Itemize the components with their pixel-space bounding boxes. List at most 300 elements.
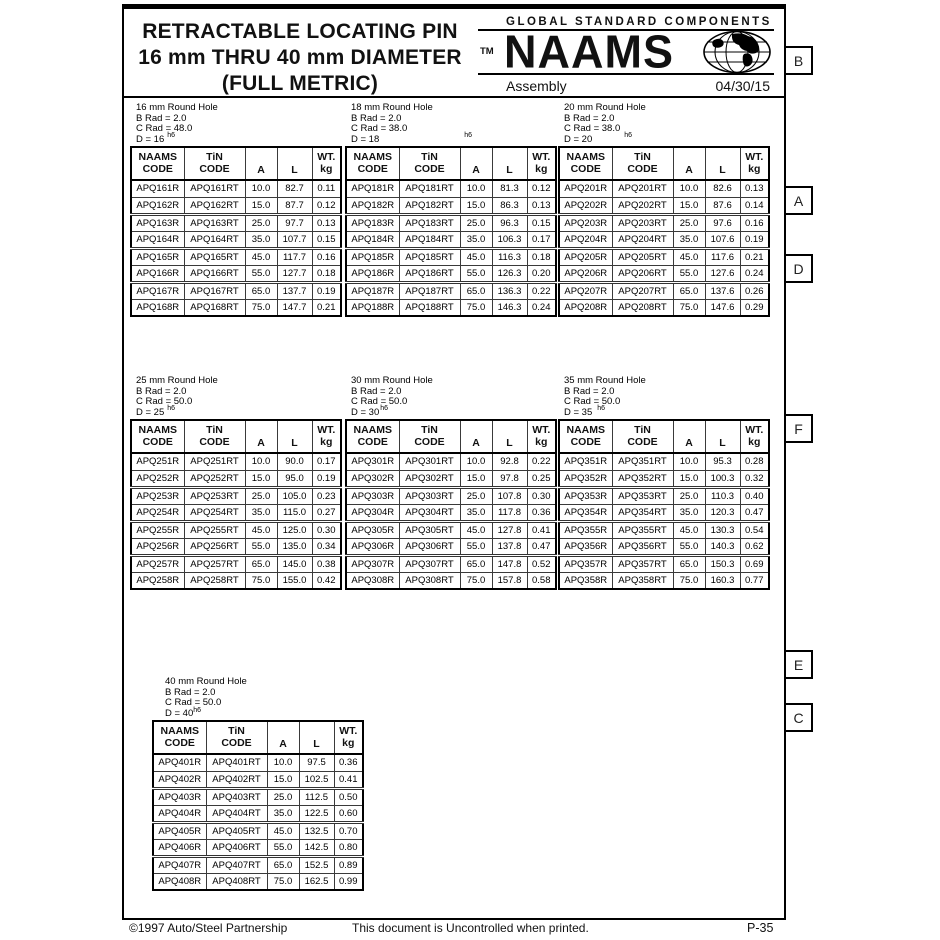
col-header-line: NAAMS [138, 424, 177, 436]
assembly-label: Assembly [506, 78, 567, 94]
col-header-line: NAAMS [160, 725, 199, 737]
tin-code-cell: APQ405RT [206, 822, 267, 839]
wt-cell: 0.21 [312, 299, 341, 316]
l-cell: 122.5 [299, 805, 334, 822]
tin-code-cell: APQ182RT [399, 197, 460, 214]
col-header-line: WT. [745, 424, 764, 436]
l-cell: 95.0 [277, 470, 312, 487]
tin-code-cell: APQ355RT [612, 521, 673, 538]
spec-line-d [351, 132, 557, 146]
spec-table [345, 146, 557, 317]
col-header-line: CODE [142, 162, 173, 175]
col-header [245, 420, 277, 453]
wt-cell: 0.22 [527, 282, 556, 299]
tin-code-cell: APQ354RT [612, 504, 673, 521]
l-cell: 96.3 [492, 214, 527, 231]
l-cell: 137.6 [705, 282, 740, 299]
naams-logo-block [476, 9, 784, 96]
col-header-line: CODE [221, 736, 252, 749]
col-header-line: WT. [339, 725, 358, 737]
spec-line: B Rad = 2.0 [564, 385, 615, 397]
tin-code-cell: APQ184RT [399, 231, 460, 248]
naams-code-cell: APQ188R [346, 299, 399, 316]
wt-cell: 0.24 [527, 299, 556, 316]
l-cell: 160.3 [705, 572, 740, 589]
table-row [559, 521, 769, 538]
a-cell: 65.0 [673, 282, 705, 299]
l-cell: 125.0 [277, 521, 312, 538]
a-cell: 55.0 [245, 538, 277, 555]
header-row [559, 147, 769, 180]
col-header-line: L [719, 436, 726, 449]
wt-cell: 0.32 [740, 470, 769, 487]
table-row [131, 572, 341, 589]
table-row [559, 180, 769, 197]
a-cell: 75.0 [245, 572, 277, 589]
tin-code-cell: APQ403RT [206, 788, 267, 805]
tin-code-cell: APQ257RT [184, 555, 245, 572]
l-cell: 132.5 [299, 822, 334, 839]
l-cell: 110.3 [705, 487, 740, 504]
col-header [346, 420, 399, 453]
table-row [559, 538, 769, 555]
naams-code-cell: APQ183R [346, 214, 399, 231]
tin-code-cell: APQ162RT [184, 197, 245, 214]
spec-table [558, 419, 770, 590]
table-row [131, 538, 341, 555]
a-cell: 35.0 [245, 504, 277, 521]
table-body [131, 180, 341, 316]
d-tolerance: h6 [167, 132, 176, 140]
d-value: D = 30 [351, 406, 380, 418]
table-row [346, 197, 556, 214]
col-header-line: CODE [414, 162, 445, 175]
naams-code-cell: APQ164R [131, 231, 184, 248]
tin-code-cell: APQ303RT [399, 487, 460, 504]
table-row [153, 839, 363, 856]
d-tolerance: h6 [167, 405, 176, 413]
d-value: D = 20 [564, 133, 593, 145]
wt-cell: 0.54 [740, 521, 769, 538]
a-cell: 15.0 [267, 771, 299, 788]
table-row [346, 538, 556, 555]
table-row [131, 504, 341, 521]
d-value: D = 25 [136, 406, 165, 418]
col-header [267, 721, 299, 754]
l-cell: 137.8 [492, 538, 527, 555]
tin-code-cell: APQ187RT [399, 282, 460, 299]
a-cell: 25.0 [460, 487, 492, 504]
spec-line: C Rad = 38.0 [351, 123, 408, 134]
table-head [131, 420, 341, 453]
col-header-line: WT. [317, 424, 336, 436]
wt-cell: 0.20 [527, 265, 556, 282]
table-head [153, 721, 363, 754]
d-tolerance: h6 [193, 706, 202, 714]
col-header-line: NAAMS [353, 424, 392, 436]
wt-cell: 0.17 [312, 453, 341, 470]
spec-table [130, 146, 342, 317]
wt-cell: 0.16 [312, 248, 341, 265]
table-title: 16 mm Round Hole [136, 102, 218, 113]
l-cell: 87.7 [277, 197, 312, 214]
l-cell: 102.5 [299, 771, 334, 788]
l-cell: 127.6 [705, 265, 740, 282]
a-cell: 10.0 [673, 453, 705, 470]
naams-code-cell: APQ301R [346, 453, 399, 470]
footer-copyright: ©1997 Auto/Steel Partnership [129, 921, 288, 935]
naams-code-cell: APQ351R [559, 453, 612, 470]
table-info [558, 376, 770, 418]
tin-code-cell: APQ353RT [612, 487, 673, 504]
col-header-line: A [472, 436, 480, 449]
col-header [559, 420, 612, 453]
spec-line: C Rad = 48.0 [136, 123, 193, 134]
col-header-line: L [719, 163, 726, 176]
a-cell: 25.0 [267, 788, 299, 805]
tin-code-cell: APQ181RT [399, 180, 460, 197]
side-label-d: D [784, 254, 813, 283]
tin-code-cell: APQ202RT [612, 197, 673, 214]
tin-code-cell: APQ352RT [612, 470, 673, 487]
d-tolerance: h6 [597, 405, 606, 413]
a-cell: 10.0 [460, 453, 492, 470]
table-group-5 [345, 376, 557, 590]
naams-code-cell: APQ168R [131, 299, 184, 316]
a-cell: 35.0 [460, 504, 492, 521]
l-cell: 95.3 [705, 453, 740, 470]
naams-code-cell: APQ408R [153, 873, 206, 890]
l-cell: 81.3 [492, 180, 527, 197]
naams-code-cell: APQ357R [559, 555, 612, 572]
trademark-mark: TM [480, 46, 494, 57]
col-header [705, 420, 740, 453]
col-header [460, 147, 492, 180]
spec-line: C Rad = 50.0 [351, 396, 408, 407]
col-header-line: CODE [414, 435, 445, 448]
col-header [705, 147, 740, 180]
header-row [346, 147, 556, 180]
col-header [740, 147, 769, 180]
wt-cell: 0.89 [334, 856, 363, 873]
col-header-line: TiN [634, 151, 651, 163]
tin-code-cell: APQ208RT [612, 299, 673, 316]
naams-code-cell: APQ355R [559, 521, 612, 538]
table-row [346, 453, 556, 470]
l-cell: 107.6 [705, 231, 740, 248]
col-header-line: L [291, 436, 298, 449]
table-body [559, 453, 769, 589]
page-header [124, 9, 784, 98]
naams-code-cell: APQ186R [346, 265, 399, 282]
table-title: 30 mm Round Hole [351, 375, 433, 386]
table-row [131, 299, 341, 316]
a-cell: 75.0 [267, 873, 299, 890]
l-cell: 117.6 [705, 248, 740, 265]
table-row [153, 873, 363, 890]
wt-cell: 0.47 [527, 538, 556, 555]
wt-cell: 0.34 [312, 538, 341, 555]
l-cell: 155.0 [277, 572, 312, 589]
spec-line-d [136, 405, 342, 419]
table-group-2 [345, 103, 557, 317]
a-cell: 15.0 [460, 470, 492, 487]
a-cell: 65.0 [673, 555, 705, 572]
col-header [399, 420, 460, 453]
tin-code-cell: APQ402RT [206, 771, 267, 788]
spec-line: B Rad = 2.0 [351, 112, 402, 124]
tin-code-cell: APQ356RT [612, 538, 673, 555]
naams-code-cell: APQ303R [346, 487, 399, 504]
tin-code-cell: APQ256RT [184, 538, 245, 555]
col-header [460, 420, 492, 453]
l-cell: 82.6 [705, 180, 740, 197]
spec-line-d [136, 132, 342, 146]
d-tolerance: h6 [464, 132, 473, 140]
l-cell: 152.5 [299, 856, 334, 873]
col-header-line: kg [342, 736, 355, 749]
table-row [131, 265, 341, 282]
wt-cell: 0.13 [312, 214, 341, 231]
table-row [559, 299, 769, 316]
table-group-4 [130, 376, 342, 590]
col-header-line: A [685, 436, 693, 449]
a-cell: 35.0 [267, 805, 299, 822]
col-header-line: L [506, 436, 513, 449]
globe-icon [702, 30, 772, 74]
tin-code-cell: APQ201RT [612, 180, 673, 197]
footer-notice: This document is Uncontrolled when printed. [352, 921, 589, 935]
wt-cell: 0.22 [527, 453, 556, 470]
naams-code-cell: APQ201R [559, 180, 612, 197]
tin-code-cell: APQ167RT [184, 282, 245, 299]
tin-code-cell: APQ408RT [206, 873, 267, 890]
naams-code-cell: APQ166R [131, 265, 184, 282]
table-row [346, 248, 556, 265]
naams-code-cell: APQ253R [131, 487, 184, 504]
table-row [153, 771, 363, 788]
col-header-line: L [291, 163, 298, 176]
table-row [346, 299, 556, 316]
table-row [559, 470, 769, 487]
wt-cell: 0.16 [740, 214, 769, 231]
col-header-line: CODE [570, 162, 601, 175]
table-row [346, 265, 556, 282]
table-row [153, 788, 363, 805]
col-header-line: kg [535, 162, 548, 175]
table-row [559, 504, 769, 521]
wt-cell: 0.19 [740, 231, 769, 248]
a-cell: 55.0 [673, 265, 705, 282]
table-head [559, 147, 769, 180]
table-body [559, 180, 769, 316]
table-info [152, 677, 364, 719]
tin-code-cell: APQ307RT [399, 555, 460, 572]
col-header-line: CODE [627, 435, 658, 448]
naams-code-cell: APQ203R [559, 214, 612, 231]
table-row [153, 856, 363, 873]
title-line-1: RETRACTABLE LOCATING PIN [142, 20, 458, 43]
wt-cell: 0.52 [527, 555, 556, 572]
naams-code-cell: APQ208R [559, 299, 612, 316]
naams-code-cell: APQ255R [131, 521, 184, 538]
col-header-line: A [257, 163, 265, 176]
tin-code-cell: APQ185RT [399, 248, 460, 265]
tin-code-cell: APQ203RT [612, 214, 673, 231]
col-header-line: kg [535, 435, 548, 448]
table-row [153, 754, 363, 771]
spec-line: B Rad = 2.0 [564, 112, 615, 124]
table-body [153, 754, 363, 890]
wt-cell: 0.17 [527, 231, 556, 248]
spec-table [558, 146, 770, 317]
tin-code-cell: APQ251RT [184, 453, 245, 470]
wt-cell: 0.60 [334, 805, 363, 822]
col-header [612, 420, 673, 453]
wt-cell: 0.30 [527, 487, 556, 504]
naams-code-cell: APQ163R [131, 214, 184, 231]
l-cell: 157.8 [492, 572, 527, 589]
naams-code-cell: APQ354R [559, 504, 612, 521]
wt-cell: 0.28 [740, 453, 769, 470]
l-cell: 140.3 [705, 538, 740, 555]
a-cell: 10.0 [245, 180, 277, 197]
l-cell: 147.7 [277, 299, 312, 316]
naams-code-cell: APQ254R [131, 504, 184, 521]
wt-cell: 0.50 [334, 788, 363, 805]
col-header-line: A [472, 163, 480, 176]
table-row [346, 282, 556, 299]
a-cell: 65.0 [460, 555, 492, 572]
a-cell: 75.0 [460, 572, 492, 589]
col-header-line: NAAMS [353, 151, 392, 163]
col-header-line: WT. [317, 151, 336, 163]
a-cell: 35.0 [673, 504, 705, 521]
spec-line: B Rad = 2.0 [351, 385, 402, 397]
l-cell: 97.6 [705, 214, 740, 231]
header-row [346, 420, 556, 453]
table-row [131, 453, 341, 470]
table-row [131, 282, 341, 299]
side-label-f: F [784, 414, 813, 443]
a-cell: 25.0 [245, 214, 277, 231]
tin-code-cell: APQ351RT [612, 453, 673, 470]
table-row [559, 572, 769, 589]
tin-code-cell: APQ186RT [399, 265, 460, 282]
naams-code-cell: APQ257R [131, 555, 184, 572]
table-row [346, 572, 556, 589]
wt-cell: 0.19 [312, 282, 341, 299]
naams-code-cell: APQ162R [131, 197, 184, 214]
col-header-line: TiN [206, 151, 223, 163]
tin-code-cell: APQ301RT [399, 453, 460, 470]
wt-cell: 0.62 [740, 538, 769, 555]
col-header-line: CODE [164, 736, 195, 749]
col-header [131, 147, 184, 180]
l-cell: 142.5 [299, 839, 334, 856]
l-cell: 135.0 [277, 538, 312, 555]
tin-code-cell: APQ168RT [184, 299, 245, 316]
d-value: D = 18 [351, 133, 380, 145]
table-row [346, 504, 556, 521]
naams-code-cell: APQ187R [346, 282, 399, 299]
a-cell: 10.0 [460, 180, 492, 197]
wt-cell: 0.24 [740, 265, 769, 282]
l-cell: 97.8 [492, 470, 527, 487]
table-row [153, 805, 363, 822]
table-info [130, 103, 342, 145]
col-header [277, 420, 312, 453]
a-cell: 55.0 [267, 839, 299, 856]
table-row [131, 521, 341, 538]
wt-cell: 0.12 [527, 180, 556, 197]
spec-table [152, 720, 364, 891]
col-header-line: CODE [142, 435, 173, 448]
table-info [130, 376, 342, 418]
col-header-line: CODE [357, 162, 388, 175]
table-group-6 [558, 376, 770, 590]
wt-cell: 0.36 [527, 504, 556, 521]
col-header [334, 721, 363, 754]
col-header [527, 420, 556, 453]
naams-code-cell: APQ202R [559, 197, 612, 214]
l-cell: 115.0 [277, 504, 312, 521]
col-header-line: kg [320, 435, 333, 448]
col-header [527, 147, 556, 180]
tin-code-cell: APQ304RT [399, 504, 460, 521]
spec-table [345, 419, 557, 590]
header-row [131, 147, 341, 180]
header-row [153, 721, 363, 754]
l-cell: 105.0 [277, 487, 312, 504]
wt-cell: 0.42 [312, 572, 341, 589]
a-cell: 45.0 [460, 521, 492, 538]
wt-cell: 0.14 [740, 197, 769, 214]
page-title [124, 9, 476, 96]
footer-page-number: P-35 [747, 921, 774, 935]
col-header-line: L [313, 737, 320, 750]
tin-code-cell: APQ401RT [206, 754, 267, 771]
l-cell: 117.8 [492, 504, 527, 521]
table-head [346, 420, 556, 453]
col-header-line: TiN [421, 424, 438, 436]
col-header [312, 420, 341, 453]
spec-line-d [165, 706, 364, 720]
a-cell: 25.0 [245, 487, 277, 504]
naams-code-cell: APQ358R [559, 572, 612, 589]
tin-code-cell: APQ206RT [612, 265, 673, 282]
l-cell: 97.5 [299, 754, 334, 771]
l-cell: 82.7 [277, 180, 312, 197]
col-header [153, 721, 206, 754]
col-header [740, 420, 769, 453]
l-cell: 92.8 [492, 453, 527, 470]
naams-code-cell: APQ256R [131, 538, 184, 555]
col-header [346, 147, 399, 180]
tin-code-cell: APQ205RT [612, 248, 673, 265]
col-header-line: CODE [199, 435, 230, 448]
l-cell: 145.0 [277, 555, 312, 572]
l-cell: 116.3 [492, 248, 527, 265]
l-cell: 126.3 [492, 265, 527, 282]
a-cell: 65.0 [267, 856, 299, 873]
table-row [131, 180, 341, 197]
a-cell: 65.0 [460, 282, 492, 299]
l-cell: 147.6 [705, 299, 740, 316]
brand-row [478, 24, 774, 78]
col-header [612, 147, 673, 180]
a-cell: 75.0 [460, 299, 492, 316]
